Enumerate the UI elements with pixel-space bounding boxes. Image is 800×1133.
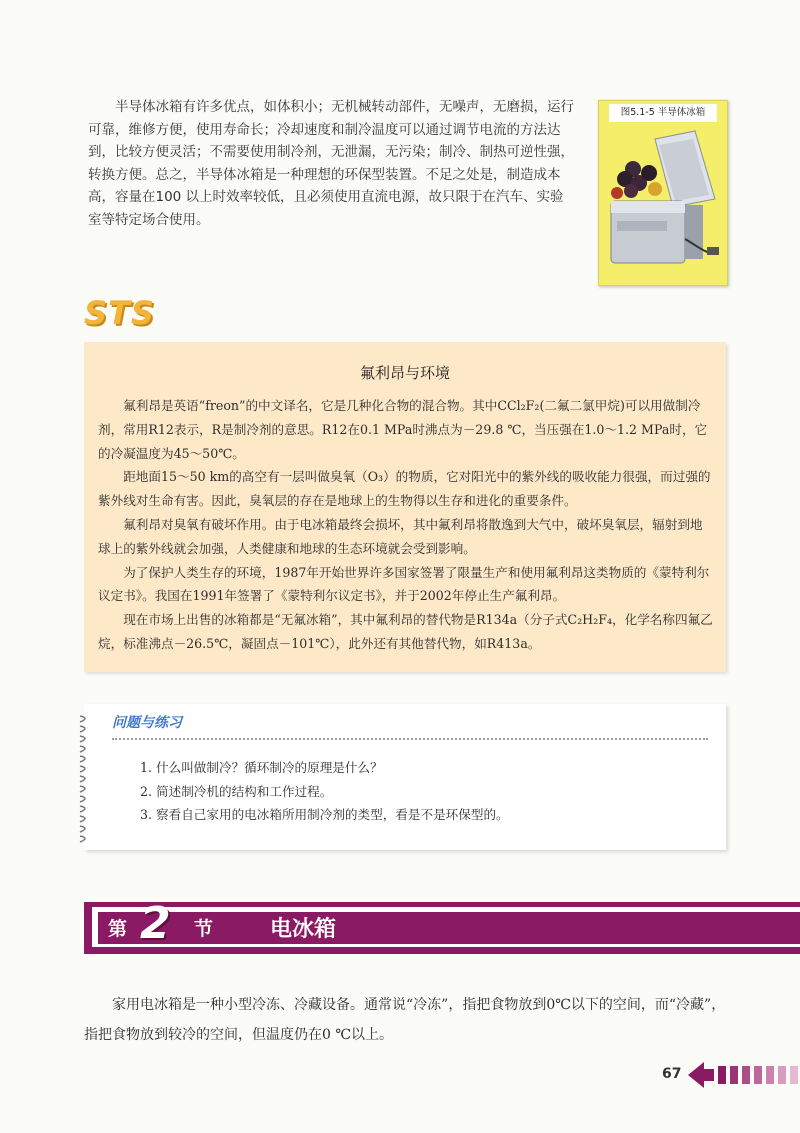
section-title: 电冰箱 — [270, 917, 337, 942]
dotted-divider — [112, 738, 708, 740]
section-prefix: 第 — [108, 918, 128, 940]
sts-logo: STS — [84, 294, 155, 332]
figure-caption: 图5.1-5 半导体冰箱 — [609, 104, 717, 122]
exercise-text: 察看自己家用的电冰箱所用制冷剂的类型，看是不是环保型的。 — [156, 807, 509, 822]
page-arrow-icon — [688, 1060, 800, 1090]
intro-text: 半导体冰箱有许多优点，如体积小；无机械转动部件，无噪声，无磨损，运行可靠，维修方便，使用寿命长；冷却速度和制冷温度可以通过调节电流的方法达到，比较方便灵活；不需要使用制冷剂，无泄漏，无污染；制冷、制热可逆性强，转换方便。总之，半导体冰箱是一种理想的环保型装置。不足之处是，制造成本高，容量在100 以上时效率较低，且必须使用直流电源，故只限于在汽车、实验室等特定场合使用。 — [88, 99, 574, 228]
section-intro — [84, 990, 726, 1050]
sts-paragraph: 为了保护人类生存的环境，1987年开始世界许多国家签署了限量生产和使用氟利昂这类物质的《蒙特利尔议定书》。我国在1991年签署了《蒙特利尔议定书》，并于2002年停止生产氟利昂。 — [98, 564, 710, 604]
section-suffix: 节 — [194, 918, 214, 940]
exercise-item — [140, 803, 509, 827]
sts-paragraph: 氟利昂是英语“freon”的中文译名，它是几种化合物的混合物。其中CCl₂F₂(二氟二氯甲烷)可以用做制冷剂，常用R12表示，R是制冷剂的意思。R12在0.1 MPa时沸点为－29.8 ℃，当压强在1.0～1.2 MPa时，它的冷凝温度为45～50℃。 — [98, 398, 708, 461]
exercise-number: 3. — [140, 807, 153, 822]
intro-paragraph — [88, 96, 576, 231]
sts-paragraph: 氟利昂对臭氧有破坏作用。由于电冰箱最终会损坏，其中氟利昂将散逸到大气中，破坏臭氧层，辐射到地球上的紫外线就会加强，人类健康和地球的生态环境就会受到影响。 — [98, 516, 703, 556]
exercise-number: 2. — [140, 783, 153, 799]
section-number: 2 — [140, 898, 171, 949]
exercise-text: 什么叫做制冷？循环制冷的原理是什么？ — [156, 760, 383, 775]
exercise-item — [140, 780, 509, 804]
exercise-number: 1. — [140, 760, 153, 775]
fridge-illustration — [603, 129, 723, 279]
exercise-item — [140, 756, 509, 780]
exercise-text: 简述制冷机的结构和工作过程。 — [156, 783, 333, 799]
sts-paragraph: 距地面15～50 km的高空有一层叫做臭氧（O₃）的物质，它对阳光中的紫外线的吸收能力很强，而过强的紫外线对生命有害。因此，臭氧层的存在是地球上的生物得以生存和进化的重要条件。 — [98, 469, 711, 509]
figure-semiconductor-fridge — [598, 100, 728, 286]
sts-paragraph: 现在市场上出售的冰箱都是“无氟冰箱”，其中氟利昂的替代物是R134a（分子式C₂H₂F₄，化学名称四氟乙烷，标准沸点－26.5℃，凝固点－101℃），此外还有其他替代物，如R413a。 — [98, 612, 713, 651]
exercise-card — [84, 704, 726, 850]
sts-body — [98, 394, 714, 656]
sts-box — [84, 342, 726, 672]
exercise-title: 问题与练习 — [112, 715, 182, 731]
exercise-list — [140, 756, 509, 827]
sts-title: 氟利昂与环境 — [359, 364, 450, 382]
page-number: 67 — [662, 1066, 682, 1082]
section-intro-text: 家用电冰箱是一种小型冷冻、冷藏设备。通常说“冷冻”，指把食物放到0℃以下的空间，而“冷藏”，指把食物放到较冷的空间，但温度仍在0 ℃以上。 — [84, 997, 726, 1043]
spiral-binding-icon — [78, 712, 92, 846]
